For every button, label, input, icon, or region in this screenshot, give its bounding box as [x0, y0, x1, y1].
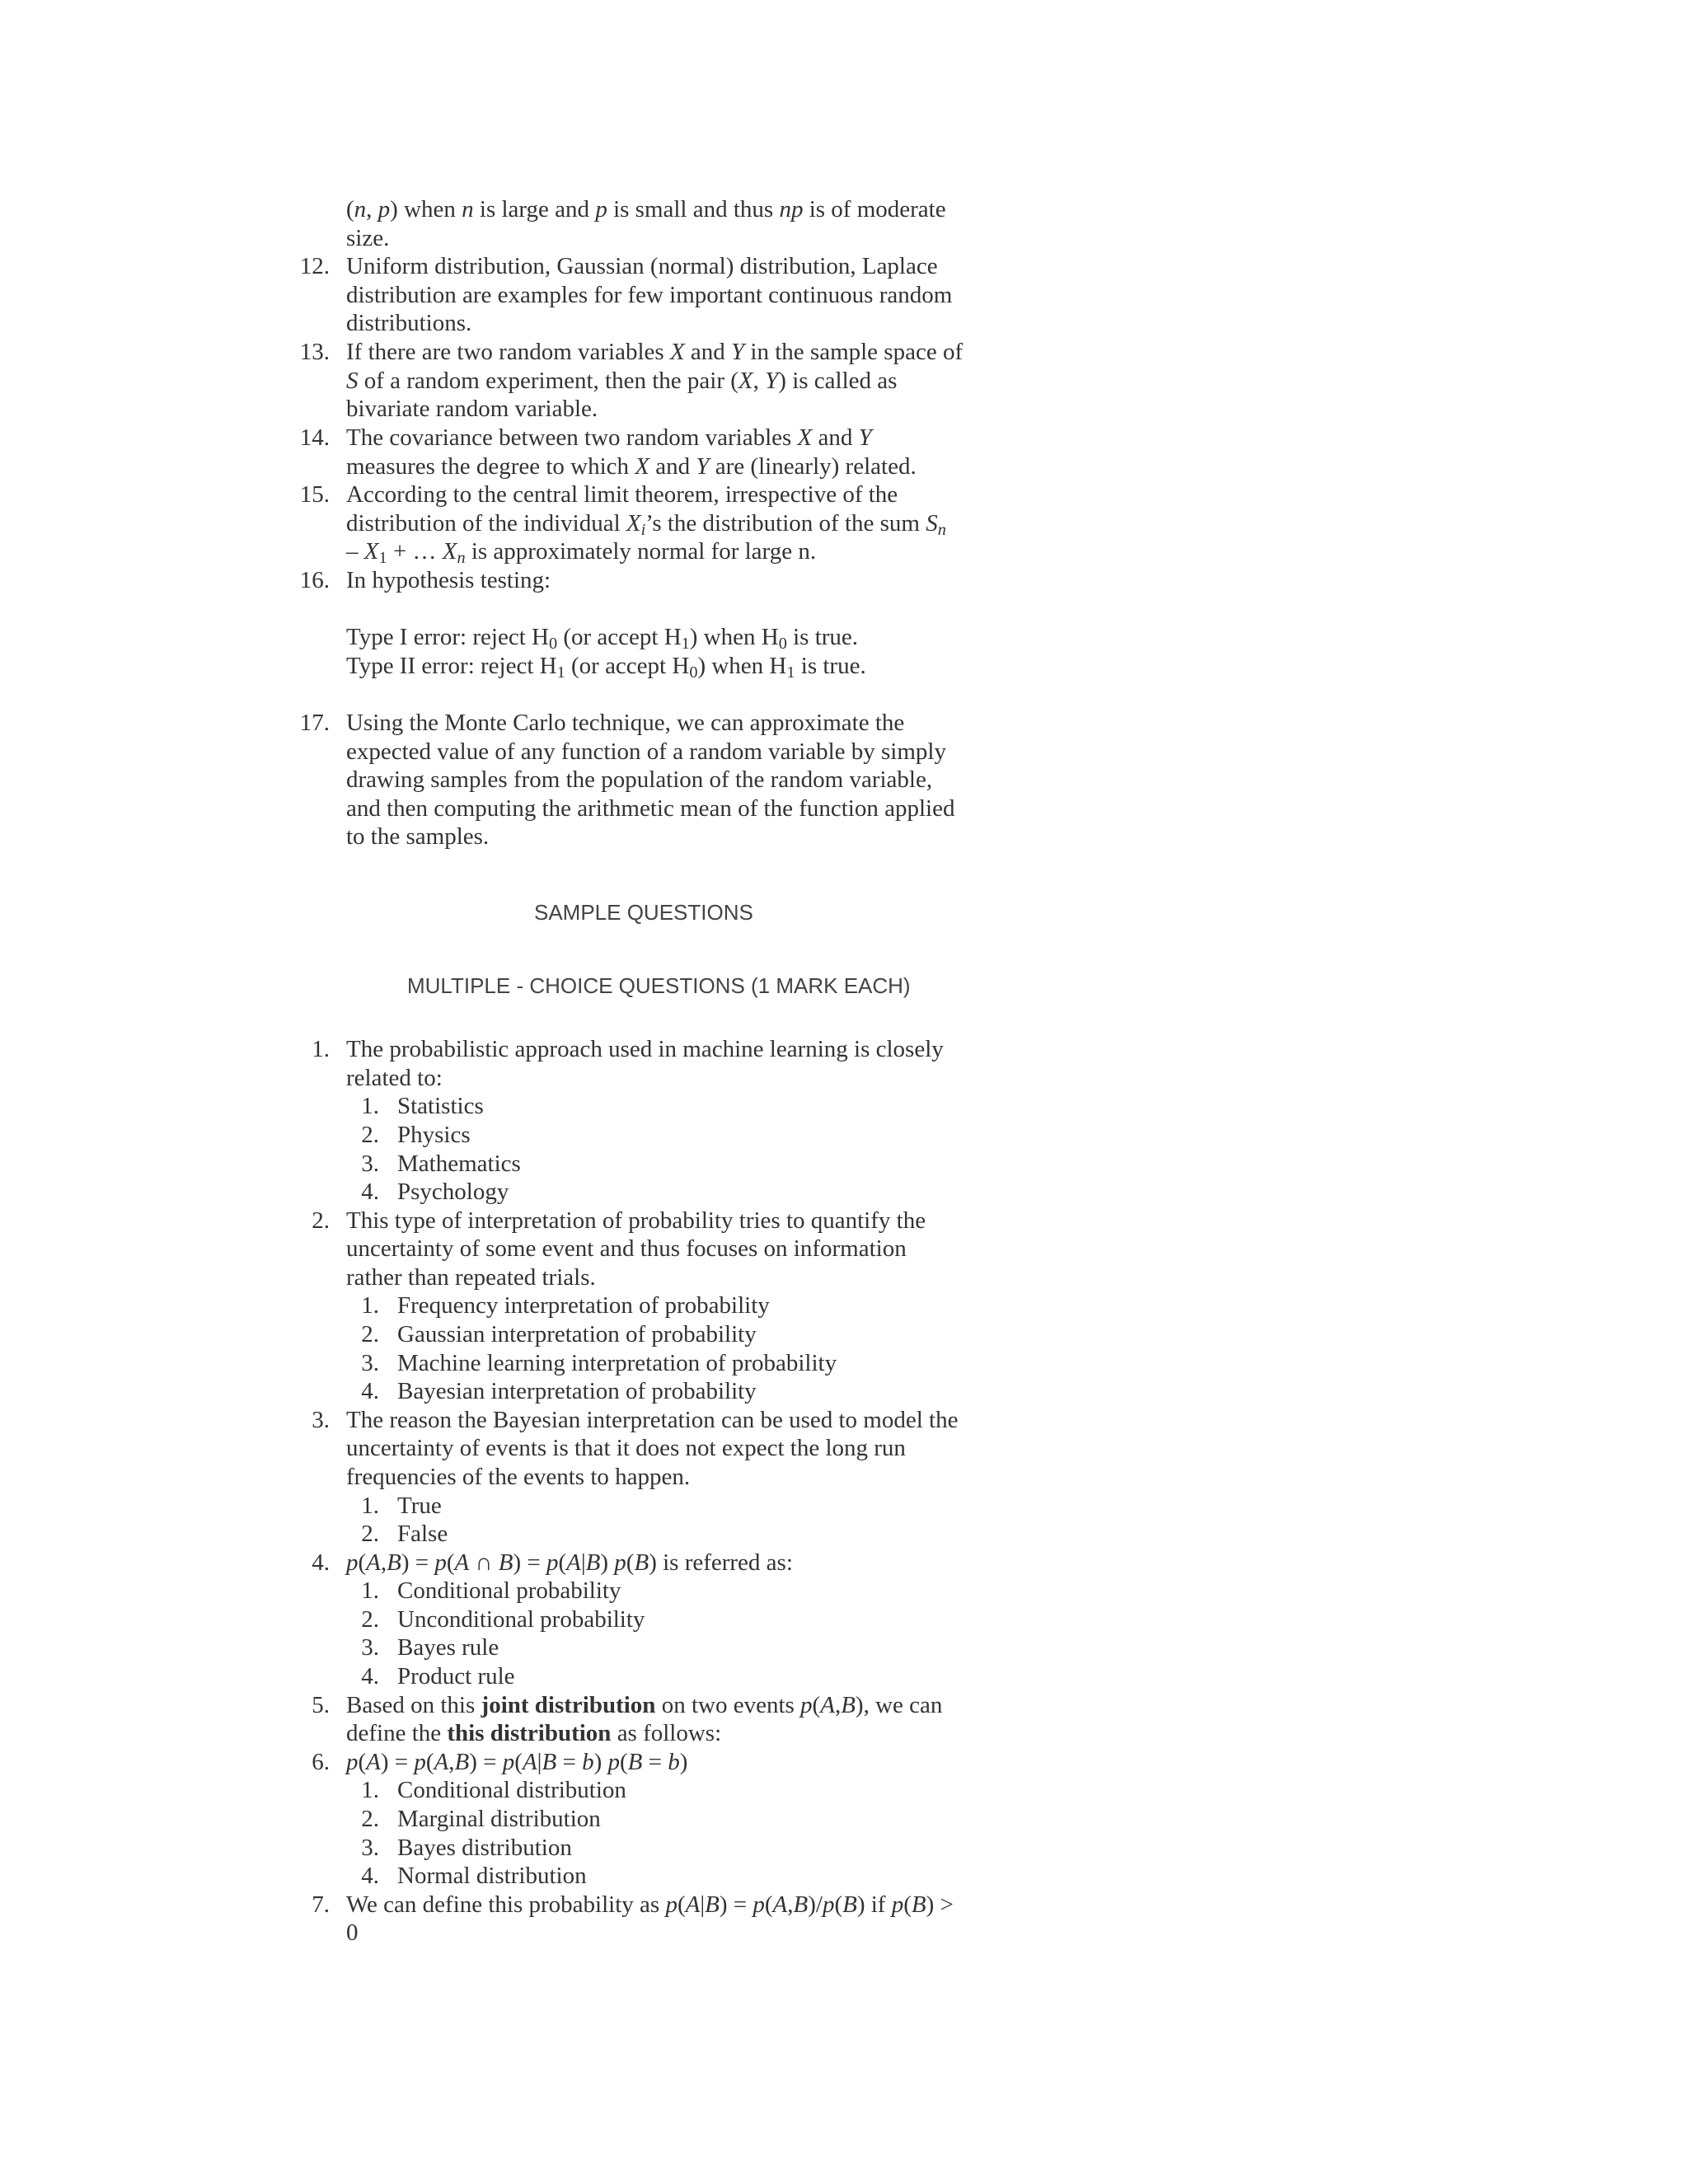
question-number: 6. — [312, 1749, 330, 1775]
option-number: 1. — [361, 1577, 379, 1604]
question-text: This type of interpretation of probability tries to quantify the — [346, 1207, 926, 1234]
option-text: Gaussian interpretation of probability — [397, 1321, 757, 1347]
question-text: The probabilistic approach used in machine learning is closely — [346, 1036, 944, 1062]
question-number: 7. — [312, 1891, 330, 1918]
text-line: Type II error: reject $H_1$ (or accept $H_0$) when $H_1$ is true. — [346, 653, 866, 682]
text-line: expected value of any function of a random variable by simply — [346, 738, 946, 765]
option-number: 2. — [361, 1321, 379, 1347]
text-line: drawing samples from the population of the random variable, — [346, 766, 933, 793]
text-line: According to the central limit theorem, irrespective of the — [346, 481, 898, 508]
option-text: Machine learning interpretation of probability — [397, 1350, 837, 1376]
text-line: Type I error: reject $H_0$ (or accept $H_1$) when $H_0$ is true. — [346, 624, 859, 654]
question-text: Based on this joint distribution on two events p(A,B), we can — [346, 1692, 943, 1718]
option-text: Normal distribution — [397, 1863, 587, 1889]
question-number: 5. — [312, 1692, 330, 1718]
question-text: uncertainty of events is that it does not expect the long run — [346, 1435, 906, 1461]
question-number: 1. — [312, 1036, 330, 1062]
option-number: 4. — [361, 1863, 379, 1889]
option-number: 2. — [361, 1606, 379, 1633]
question-text: frequencies of the events to happen. — [346, 1464, 691, 1490]
text-line: If there are two random variables X and Y in the sample space of — [346, 339, 964, 365]
option-number: 2. — [361, 1122, 379, 1148]
text-line: Uniform distribution, Gaussian (normal) distribution, Laplace — [346, 253, 938, 279]
text-line: In hypothesis testing: — [346, 567, 551, 593]
section-heading: SAMPLE QUESTIONS — [534, 900, 753, 925]
option-text: Frequency interpretation of probability — [397, 1292, 770, 1319]
option-number: 1. — [361, 1292, 379, 1319]
option-number: 3. — [361, 1151, 379, 1177]
option-number: 1. — [361, 1093, 379, 1119]
option-number: 4. — [361, 1378, 379, 1404]
question-text: define the this distribution as follows: — [346, 1720, 722, 1746]
question-number: 3. — [312, 1407, 330, 1433]
text-line: measures the degree to which X and Y are (linearly) related. — [346, 453, 917, 480]
question-number: 2. — [312, 1207, 330, 1234]
text-line: Using the Monte Carlo technique, we can approximate the — [346, 710, 905, 736]
question-text: p(A) = p(A,B) = p(A|B = b) p(B = b) — [346, 1749, 688, 1775]
option-number: 1. — [361, 1777, 379, 1803]
option-text: Conditional distribution — [397, 1777, 626, 1803]
option-text: True — [397, 1493, 442, 1519]
option-text: Marginal distribution — [397, 1806, 601, 1832]
question-text: uncertainty of some event and thus focuses on information — [346, 1235, 907, 1262]
option-number: 4. — [361, 1663, 379, 1690]
list-number: 16. — [299, 567, 330, 593]
option-text: False — [397, 1521, 448, 1547]
text-line: distribution are examples for few important continuous random — [346, 282, 953, 308]
text-line: and then computing the arithmetic mean of the function applied — [346, 795, 955, 822]
option-text: Bayesian interpretation of probability — [397, 1378, 757, 1404]
list-number: 13. — [299, 339, 330, 365]
option-text: Bayes rule — [397, 1634, 499, 1661]
option-text: Bayes distribution — [397, 1835, 572, 1861]
text-line: distributions. — [346, 310, 472, 336]
text-line: – $X_1$ + … $X_n$ is approximately normal for large n. — [346, 538, 817, 568]
list-number: 14. — [299, 424, 330, 451]
text-line: The covariance between two random variables X and Y — [346, 424, 872, 451]
option-number: 2. — [361, 1521, 379, 1547]
question-text: The reason the Bayesian interpretation can be used to model the — [346, 1407, 959, 1433]
option-number: 3. — [361, 1634, 379, 1661]
option-text: Physics — [397, 1122, 471, 1148]
text-line: (n, p) when n is large and p is small and thus np is of moderate — [346, 196, 946, 223]
option-number: 3. — [361, 1835, 379, 1861]
option-number: 2. — [361, 1806, 379, 1832]
option-number: 3. — [361, 1350, 379, 1376]
option-number: 4. — [361, 1179, 379, 1205]
option-text: Product rule — [397, 1663, 515, 1690]
option-number: 1. — [361, 1493, 379, 1519]
option-text: Psychology — [397, 1179, 509, 1205]
option-text: Conditional probability — [397, 1577, 621, 1604]
list-number: 17. — [299, 710, 330, 736]
text-line: to the samples. — [346, 823, 490, 850]
question-text: We can define this probability as p(A|B) = p(A,B)/p(B) if p(B) > — [346, 1891, 954, 1918]
question-text: related to: — [346, 1065, 443, 1091]
list-number: 15. — [299, 481, 330, 508]
subsection-heading: MULTIPLE - CHOICE QUESTIONS (1 MARK EACH) — [407, 973, 911, 998]
text-line: distribution of the individual $X_i’s$ the distribution of the sum $S_n$ — [346, 510, 946, 540]
question-number: 4. — [312, 1549, 330, 1576]
option-text: Statistics — [397, 1093, 484, 1119]
text-line: S of a random experiment, then the pair (X, Y) is called as — [346, 368, 898, 394]
option-text: Unconditional probability — [397, 1606, 645, 1633]
list-number: 12. — [299, 253, 330, 279]
option-text: Mathematics — [397, 1151, 521, 1177]
question-text: p(A,B) = p(A ∩ B) = p(A|B) p(B) is referred as: — [346, 1549, 793, 1576]
question-text: rather than repeated trials. — [346, 1264, 596, 1291]
text-line: bivariate random variable. — [346, 396, 598, 422]
question-text: 0 — [346, 1919, 359, 1946]
text-line: size. — [346, 225, 390, 251]
